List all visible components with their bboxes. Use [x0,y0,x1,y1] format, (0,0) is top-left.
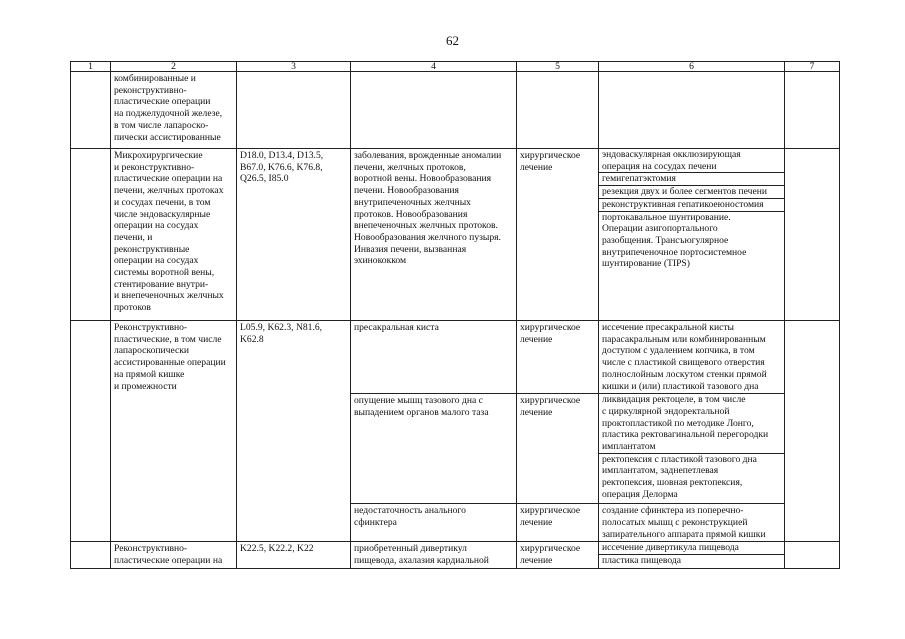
cell-method [599,149,785,321]
cell-procedure-group: Микрохирургические и реконструктивно- пластические операции на печени, желчных протоках и сосудах печени, в том числе эндоваскулярные операции на сосудах печени, и реконструктивные операции на сосудах системы воротной вены, стентирование внутри- и внепеченочных желчных протоков [111,149,237,321]
cell-method: создание сфинктера из поперечно- полосатых мышц с реконструкцией запирательного аппарата прямой кишки [599,504,785,542]
cell-treatment: хирургическое лечение [517,542,599,568]
cell-icd-codes [237,72,351,149]
cell-diagnosis [351,72,517,149]
header-row [71,62,840,72]
cell-procedure-group: комбинированные и реконструктивно- пластические операции на поджелудочной железе, в том числе лапароско- пически ассистированные [111,72,237,149]
method-item: эндоваскулярная окклюзирующая операция на сосудах печени [602,149,741,172]
column-header: 7 [785,62,840,72]
method-item: гемигепатэктомия [599,172,784,185]
cell-method [599,394,785,504]
cell-extra [785,321,840,542]
cell-extra [785,72,840,149]
cell-number [71,321,111,542]
column-header: 5 [517,62,599,72]
column-header: 4 [351,62,517,72]
method-item: ректопексия с пластикой тазового дна имплантатом, заднепетлевая ректопексия, шовная ректопексия, операция Делорма [599,453,784,501]
cell-method [599,542,785,568]
cell-number [71,542,111,568]
page-number: 62 [446,33,459,48]
method-item: реконструктивная гепатикоеюностомия [599,198,784,211]
cell-treatment: хирургическое лечение [517,504,599,542]
method-item: резекция двух и более сегментов печени [599,185,784,198]
procedures-table [70,61,840,569]
table-row [71,149,840,321]
method-item: пластика пищевода [599,554,784,567]
cell-number [71,72,111,149]
cell-number [71,149,111,321]
cell-icd-codes: L05.9, K62.3, N81.6, K62.8 [237,321,351,542]
table-row [71,321,840,394]
column-header: 2 [111,62,237,72]
method-item: иссечение дивертикула пищевода [602,542,739,554]
cell-procedure-group: Реконструктивно- пластические операции на [111,542,237,568]
cell-method: иссечение пресакральной кисты парасакральным или комбинированным доступом с удалением копчика, в том числе с пластикой свищевого отверстия полнослойным лоскутом стенки прямой кишки и (или) пластикой тазового дна [599,321,785,394]
cell-extra [785,542,840,568]
cell-method [599,72,785,149]
cell-treatment [517,72,599,149]
column-header: 6 [599,62,785,72]
cell-diagnosis: приобретенный дивертикул пищевода, ахалазия кардиальной [351,542,517,568]
cell-diagnosis: заболевания, врожденные аномалии печени, желчных протоков, воротной вены. Новообразования печени. Новообразования внутрипеченочных желчных протоков. Новообразования внепеченочных желчных протоков. Новообразования желчного пузыря. Инвазия печени, вызванная эхинококком [351,149,517,321]
cell-icd-codes: K22.5, K22.2, K22 [237,542,351,568]
column-header: 3 [237,62,351,72]
cell-treatment: хирургическое лечение [517,149,599,321]
cell-extra [785,149,840,321]
cell-treatment: хирургическое лечение [517,321,599,394]
cell-procedure-group: Реконструктивно- пластические, в том числе лапароскопически ассистированные операции на прямой кишке и промежности [111,321,237,542]
method-item: портокавальное шунтирование. Операции азигопортального разобщения. Трансъюгулярное внутрипеченочное портосистемное шунтирование (TIPS) [599,211,784,271]
cell-icd-codes: D18.0, D13.4, D13.5, B67.0, K76.6, K76.8, Q26.5, I85.0 [237,149,351,321]
table-row [71,72,840,149]
cell-diagnosis: недостаточность анального сфинктера [351,504,517,542]
table-row [71,542,840,568]
cell-diagnosis: пресакральная киста [351,321,517,394]
cell-treatment: хирургическое лечение [517,394,599,504]
cell-diagnosis: опущение мышц тазового дна с выпадением органов малого таза [351,394,517,504]
method-item: ликвидация ректоцеле, в том числе с циркулярной эндоректальной проктопластикой по методике Лонго, пластика ректовагинальной перегородки имплантатом [602,394,769,453]
column-header: 1 [71,62,111,72]
